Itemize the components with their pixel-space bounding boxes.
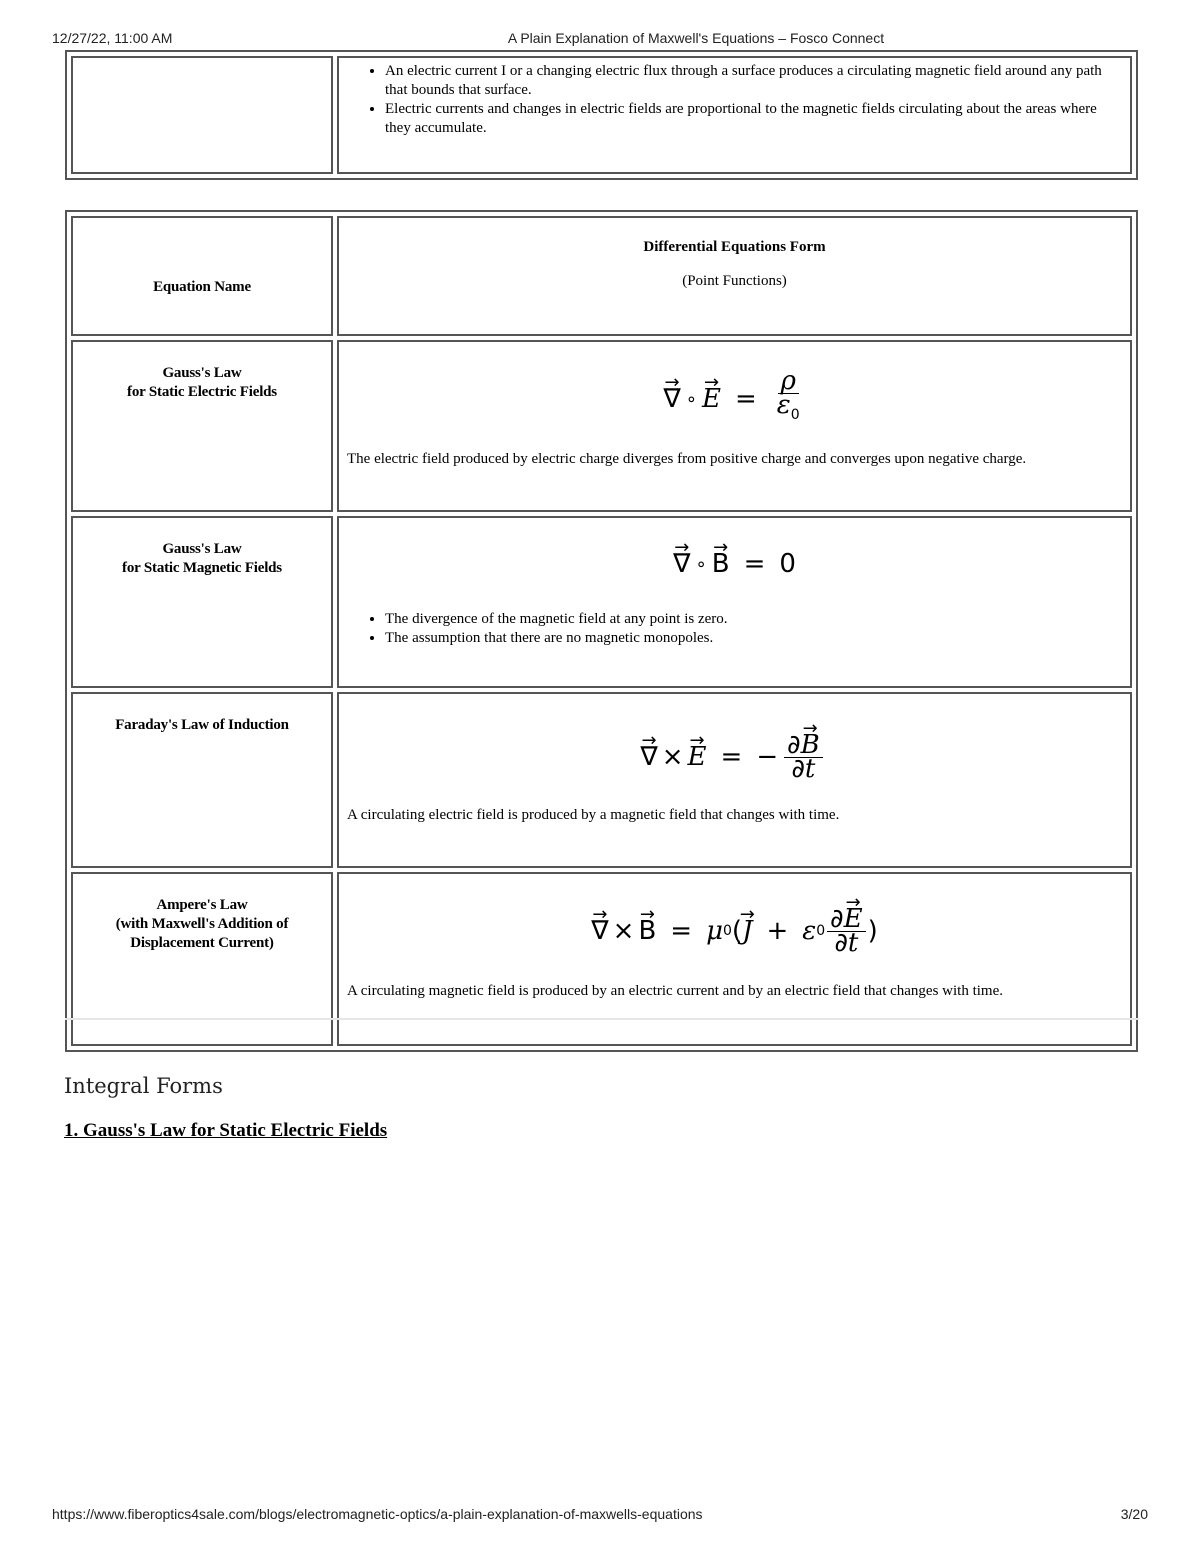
equation-name-qualifier: (with Maxwell's Addition of [115, 916, 289, 932]
gauss-law-electric-link[interactable]: 1. Gauss's Law for Static Electric Fields [64, 1120, 388, 1141]
ampere-maxwell-formula: → ∇ × → B = μ 0 ( → J + ε 0 $\frac{\partial\to E}{\partial t}$ ) [347, 888, 1122, 974]
equation-name-qualifier: for Static Magnetic Fields [122, 560, 282, 576]
equation-description: The electric field produced by electric charge diverges from positive charge and converges upon negative charge. [347, 451, 1027, 467]
equation-name: Gauss's Law [162, 541, 242, 557]
equation-name: Gauss's Law [162, 365, 242, 381]
print-url: https://www.fiberoptics4sale.com/blogs/electromagnetic-optics/a-plain-explanation-of-maxwells-equations [52, 1506, 703, 1522]
continued-equation-table [65, 50, 1138, 180]
equation-name-qualifier: Displacement Current) [130, 935, 274, 951]
equation-description: A circulating electric field is produced by a magnetic field that changes with time. [347, 807, 840, 823]
equation-name-header: Equation Name [71, 216, 333, 336]
table-row [71, 692, 1132, 868]
continued-bullet-list [347, 62, 1122, 138]
equation-cell [337, 516, 1132, 688]
equation-name-cell [71, 516, 333, 688]
print-page-title: A Plain Explanation of Maxwell's Equations – Fosco Connect [507, 30, 885, 46]
list-item: • Electric currents and changes in electric fields are proportional to the magnetic fields circulating about the areas where they accumulate. [385, 100, 1122, 138]
equation-name: Faraday's Law of Induction [115, 717, 289, 733]
gauss-electric-formula: → ∇ ∘ → E = $\frac{\rho}{\varepsilon_0}$ [347, 356, 1122, 442]
table-header-row [71, 216, 1132, 336]
equation-cell [337, 340, 1132, 512]
table-row [71, 340, 1132, 512]
differential-equations-table [65, 210, 1138, 1052]
continued-description-cell [337, 56, 1132, 174]
page-number: 3/20 [1120, 1506, 1148, 1522]
list-item: • An electric current I or a changing electric flux through a surface produces a circulating magnetic field around any path that bounds that surface. [385, 62, 1122, 100]
equation-name: Ampere's Law [156, 897, 248, 913]
continued-name-cell [71, 56, 333, 174]
print-footer [0, 1506, 1200, 1526]
equation-name-cell [71, 340, 333, 512]
section-heading: Integral Forms [64, 1074, 223, 1098]
equation-description: A circulating magnetic field is produced by an electric current and by an electric field that changes with time. [347, 983, 1003, 999]
equation-bullet-list [347, 610, 1122, 648]
print-datetime: 12/27/22, 11:00 AM [52, 30, 173, 46]
equation-cell [337, 692, 1132, 868]
section-divider [65, 1018, 1139, 1020]
form-title: Differential Equations Form [643, 239, 826, 255]
equation-name-cell [71, 692, 333, 868]
list-item: • The assumption that there are no magnetic monopoles. [385, 629, 1122, 648]
equation-name-qualifier: for Static Electric Fields [127, 384, 277, 400]
table-row [71, 516, 1132, 688]
print-header [0, 30, 1200, 50]
faraday-formula: → ∇ × → E = − $\frac{\partial\to B}{\partial t}$ [347, 714, 1122, 800]
gauss-magnetic-formula: → ∇ ∘ → B = 0 [347, 532, 1122, 596]
form-header-cell [337, 216, 1132, 336]
list-item: • The divergence of the magnetic field at any point is zero. [385, 610, 1122, 629]
form-subtitle: (Point Functions) [682, 273, 787, 289]
